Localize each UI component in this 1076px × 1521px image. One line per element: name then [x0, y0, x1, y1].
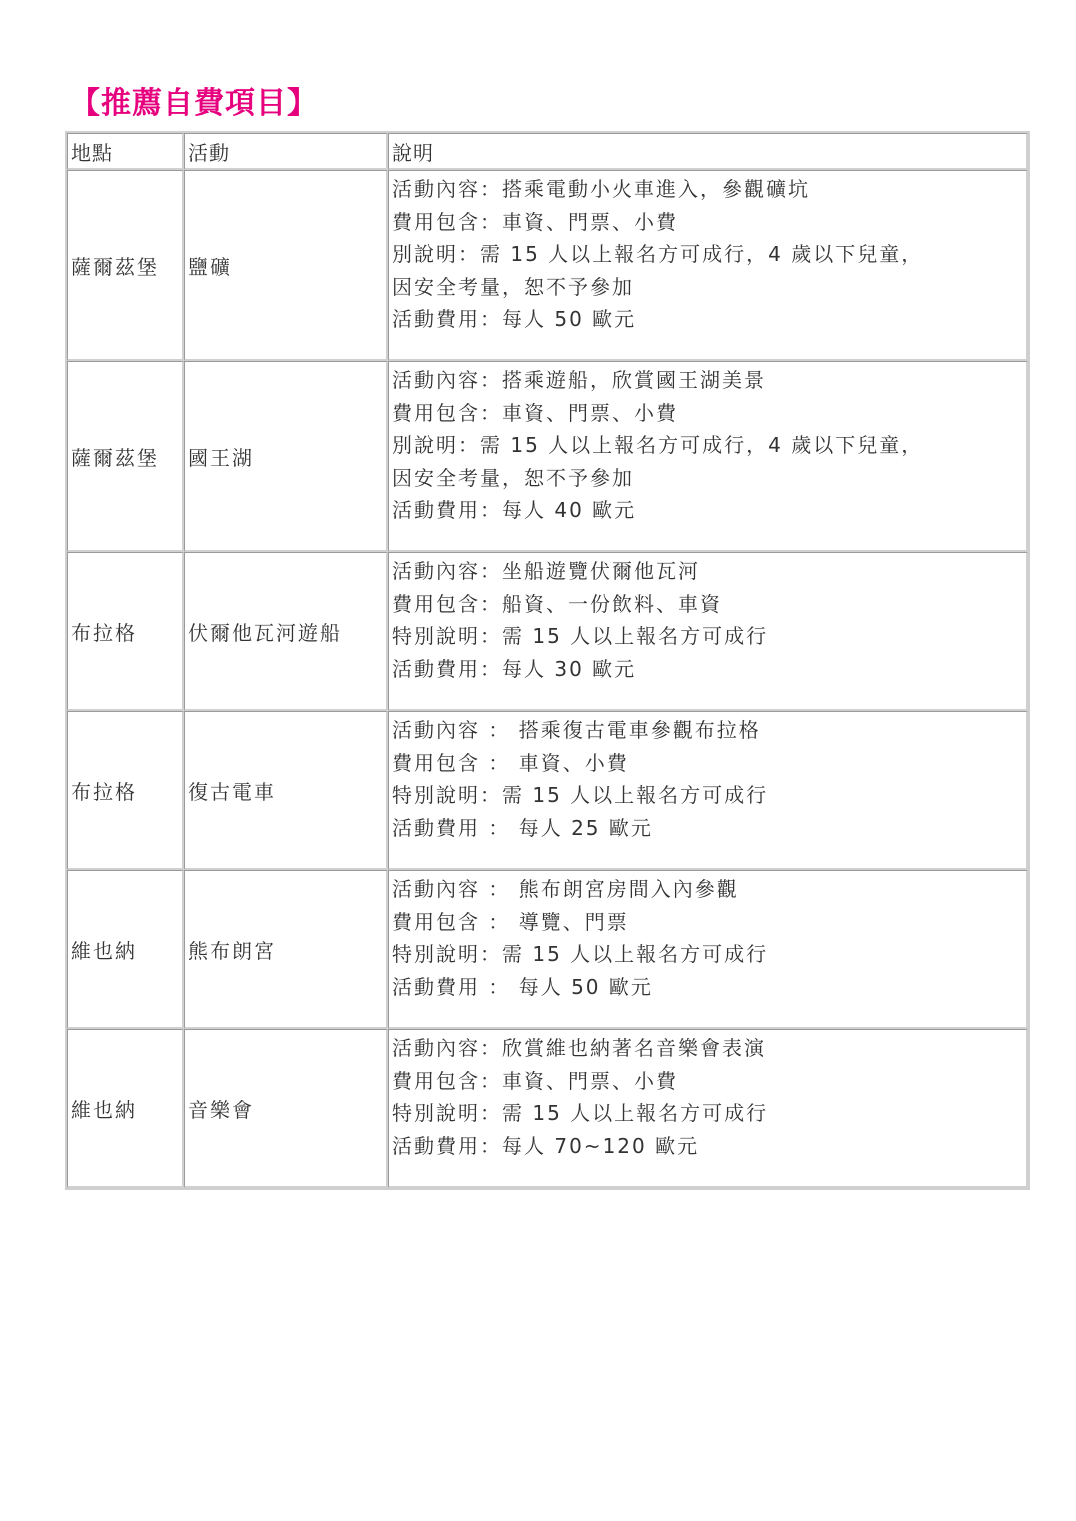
activity-cell: 復古電車: [184, 711, 388, 870]
table-header-row: [67, 133, 1028, 170]
table-row: [67, 1029, 1028, 1188]
description-line: 特別說明：需 15 人以上報名方可成行: [392, 942, 769, 967]
description-line: 活動內容 ： 搭乘復古電車參觀布拉格: [392, 718, 761, 742]
description-line: 活動費用 ： 每人 25 歐元: [392, 815, 653, 840]
description-cell: [388, 711, 1028, 870]
description-cell: [388, 361, 1028, 552]
description-line: 特別說明：需 15 人以上報名方可成行: [392, 624, 769, 649]
description-line: 費用包含：車資、門票、小費: [392, 209, 678, 234]
description-line: 活動內容：搭乘電動小火車進入，參觀礦坑: [392, 177, 810, 201]
table-row: [67, 361, 1028, 552]
activity-cell: 國王湖: [184, 361, 388, 552]
description-cell: [388, 170, 1028, 361]
activity-cell: 熊布朗宮: [184, 870, 388, 1029]
description-cell: [388, 552, 1028, 711]
description-line: 別說明：需 15 人以上報名方可成行，4 歲以下兒童，: [392, 433, 924, 458]
table-row: [67, 711, 1028, 870]
header-activity: 活動: [184, 133, 388, 170]
activity-cell: 音樂會: [184, 1029, 388, 1188]
location-cell: 薩爾茲堡: [67, 361, 184, 552]
description-line: 活動費用：每人 40 歐元: [392, 498, 637, 523]
description-line: 活動費用：每人 50 歐元: [392, 307, 637, 332]
description-line: 活動內容：欣賞維也納著名音樂會表演: [392, 1036, 766, 1060]
description-line: 費用包含：船資、一份飲料、車資: [392, 591, 722, 616]
location-cell: 布拉格: [67, 552, 184, 711]
excursion-table: [65, 131, 1030, 1190]
description-line: 別說明：需 15 人以上報名方可成行，4 歲以下兒童，: [392, 242, 924, 267]
header-description: 說明: [388, 133, 1028, 170]
description-cell: [388, 1029, 1028, 1188]
description-line: 活動內容：搭乘遊船，欣賞國王湖美景: [392, 368, 766, 392]
activity-cell: 鹽礦: [184, 170, 388, 361]
description-line: 因安全考量，恕不予參加: [392, 465, 634, 490]
description-line: 活動內容：坐船遊覽伏爾他瓦河: [392, 559, 700, 583]
header-location: 地點: [67, 133, 184, 170]
table-row: [67, 552, 1028, 711]
description-cell: [388, 870, 1028, 1029]
description-line: 費用包含 ： 車資、小費: [392, 750, 629, 775]
description-line: 活動內容 ： 熊布朗宮房間入內參觀: [392, 877, 739, 901]
description-line: 活動費用：每人 70~120 歐元: [392, 1133, 700, 1158]
activity-cell: 伏爾他瓦河遊船: [184, 552, 388, 711]
location-cell: 維也納: [67, 870, 184, 1029]
description-line: 特別說明：需 15 人以上報名方可成行: [392, 783, 769, 808]
section-title: 【推薦自費項目】: [70, 86, 318, 121]
description-line: 費用包含：車資、門票、小費: [392, 400, 678, 425]
description-line: 費用包含 ： 導覽、門票: [392, 909, 629, 934]
description-line: 特別說明：需 15 人以上報名方可成行: [392, 1101, 769, 1126]
location-cell: 布拉格: [67, 711, 184, 870]
description-line: 費用包含：車資、門票、小費: [392, 1068, 678, 1093]
description-line: 因安全考量，恕不予參加: [392, 274, 634, 299]
table-body: [67, 133, 1028, 1188]
description-line: 活動費用 ： 每人 50 歐元: [392, 974, 653, 999]
table-row: [67, 170, 1028, 361]
table-row: [67, 870, 1028, 1029]
location-cell: 維也納: [67, 1029, 184, 1188]
description-line: 活動費用：每人 30 歐元: [392, 656, 637, 681]
location-cell: 薩爾茲堡: [67, 170, 184, 361]
